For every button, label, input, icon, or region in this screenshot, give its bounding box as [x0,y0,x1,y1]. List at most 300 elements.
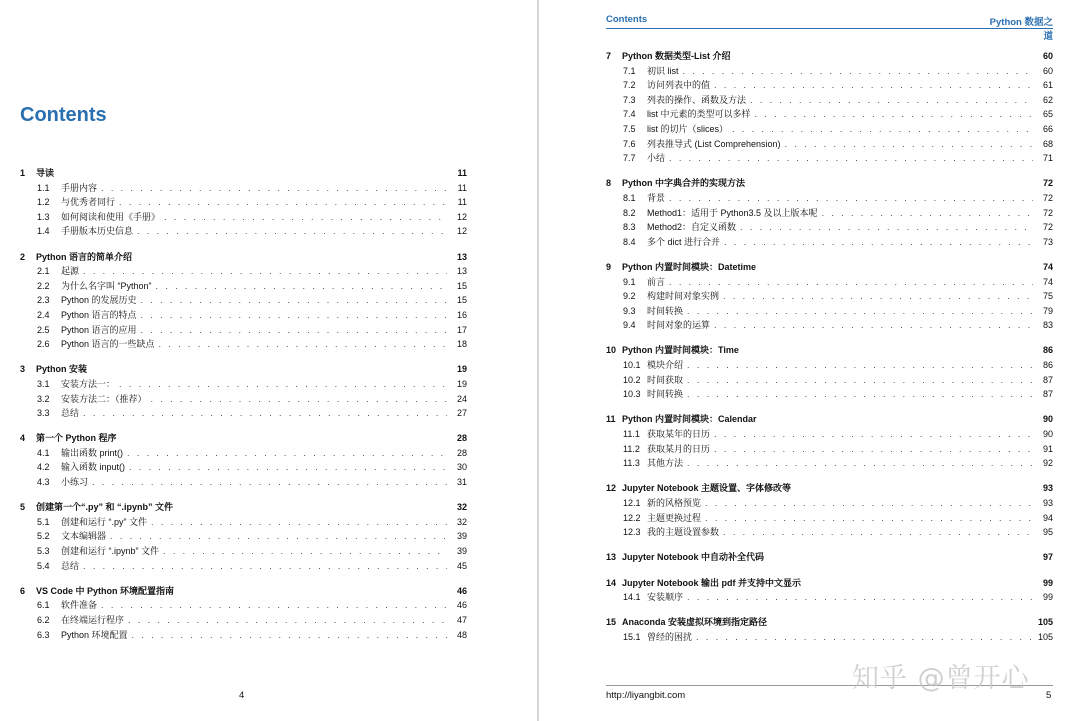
section-page: 95 [1042,527,1053,538]
section-title: 在终端运行程序 [61,615,125,625]
section-number: 9.1 [623,276,636,287]
section-page: 65 [1042,109,1053,120]
section-number: 5.2 [37,531,50,542]
chapter-page: 28 [456,433,467,444]
toc-chapter[interactable] [606,550,1053,565]
section-number: 8.2 [623,207,636,218]
section-number: 2.1 [37,266,50,277]
section-page: 16 [456,309,467,320]
section-title: 输入函数 input() [61,462,126,473]
toc-section[interactable] [606,191,1053,206]
section-title: Python 的发展历史 [61,295,137,306]
section-title: 主题更换过程 [647,512,702,523]
toc-section[interactable] [20,279,467,294]
section-number: 2.3 [37,295,50,306]
section-page: 74 [1042,276,1053,287]
section-title: 列表推导式 (List Comprehension) [647,138,781,149]
section-page: 31 [456,477,467,488]
chapter-title: Python 数据类型-List 介绍 [622,51,731,61]
section-number: 12.2 [623,512,641,523]
toc-section[interactable] [20,544,467,559]
dot-leader [137,224,447,239]
dot-leader [110,529,447,544]
section-page: 15 [456,280,467,291]
chapter-page: 72 [1042,178,1053,189]
toc-section[interactable] [20,210,467,225]
chapter-number: 3 [20,364,26,375]
chapter-page: 93 [1042,483,1053,494]
section-title: list 的切片（slices） [647,123,729,134]
section-number: 11.2 [623,443,640,454]
section-number: 3.3 [37,408,50,419]
dot-leader [687,358,1033,373]
section-page: 11 [457,182,467,193]
toc-section[interactable] [606,511,1053,526]
dot-leader [714,442,1033,457]
section-page: 47 [456,615,467,625]
chapter-title: Jupyter Notebook 主题设置、字体修改等 [622,483,792,494]
toc-chapter[interactable] [606,481,1053,496]
chapter-title: Python 中字典合并的实现方法 [622,178,745,189]
dot-leader [132,628,447,643]
dot-leader [119,195,447,210]
toc-chapter[interactable] [606,576,1053,591]
section-number: 7.5 [623,123,636,134]
dot-leader [156,279,447,294]
section-page: 17 [456,324,467,335]
dot-leader [687,304,1033,319]
section-title: 时间对象的运算 [647,320,711,331]
toc-section[interactable] [20,293,467,308]
section-page: 39 [456,531,467,542]
toc-section[interactable] [606,275,1053,290]
toc-section[interactable] [606,525,1053,540]
toc-section[interactable] [20,377,467,392]
section-title: 访问列表中的值 [647,80,711,91]
section-page: 75 [1042,291,1053,302]
dot-leader [83,559,447,574]
section-page: 87 [1042,389,1053,400]
toc-section[interactable] [606,122,1053,137]
section-number: 5.4 [37,560,50,571]
toc-chapter[interactable] [606,412,1053,427]
section-number: 8.3 [623,222,636,233]
chapter-title: 导读 [36,168,55,178]
section-number: 8.1 [623,192,636,203]
toc-section[interactable] [606,318,1053,333]
dot-leader [159,337,447,352]
section-title: 如何阅读和使用《手册》 [61,211,161,222]
dot-leader [141,308,447,323]
dot-leader [714,78,1033,93]
section-page: 13 [456,266,467,277]
chapter-title: Python 内置时间模块：Datetime [622,261,757,272]
chapter-number: 1 [20,168,26,178]
section-page: 62 [1042,94,1053,105]
toc-section[interactable] [20,628,467,643]
section-number: 5.3 [37,546,50,557]
section-title: 手册版本历史信息 [61,226,134,237]
toc-section[interactable] [606,206,1053,221]
section-title: 安装方法一： [61,378,116,389]
section-number: 10.1 [623,360,641,371]
dot-leader [714,427,1033,442]
dot-leader [705,496,1033,511]
toc-section[interactable] [20,475,467,490]
section-title: 时间转换 [647,389,684,400]
header-rule [606,28,1053,29]
section-number: 7.2 [623,80,636,91]
toc-section[interactable] [20,264,467,279]
section-page: 79 [1042,305,1053,316]
section-number: 11.3 [623,458,640,469]
contents-title: Contents [20,104,107,126]
toc-section[interactable] [20,181,467,196]
dot-leader [687,373,1033,388]
dot-leader [687,456,1033,471]
chapter-page: 74 [1042,261,1053,272]
toc-section[interactable] [20,460,467,475]
section-title: 输出函数 print() [61,447,124,458]
section-page: 11 [457,197,467,208]
section-page: 99 [1042,592,1053,603]
section-title: 手册内容 [61,182,98,193]
section-page: 86 [1042,360,1053,371]
dot-leader [714,318,1033,333]
section-number: 9.4 [623,320,636,331]
section-title: 安装方法二：（推荐） [61,393,147,404]
section-number: 3.1 [37,378,50,389]
dot-leader [101,598,447,613]
toc-chapter[interactable] [20,166,467,181]
section-title: 新的风格预览 [647,498,702,508]
chapter-title: Jupyter Notebook 中自动补全代码 [622,552,765,563]
section-title: 多个 dict 进行合并 [647,236,721,247]
section-title: 获取某月的日历 [647,443,711,454]
toc-section[interactable] [20,308,467,323]
chapter-number: 6 [20,585,26,596]
chapter-title: Python 内置时间模块：Time [622,345,739,356]
section-title: Python 语言的特点 [61,309,137,320]
section-page: 72 [1042,192,1053,203]
dot-leader [83,264,447,279]
section-number: 8.4 [623,236,636,247]
section-page: 18 [456,339,467,350]
section-title: 曾经的困扰 [647,631,693,642]
toc-chapter[interactable] [606,343,1053,358]
section-page: 32 [456,516,467,527]
toc-section[interactable] [606,107,1053,122]
section-number: 12.3 [623,527,641,538]
section-page: 90 [1042,429,1053,440]
section-page: 12 [456,211,467,222]
section-page: 61 [1042,80,1053,91]
chapter-title: Jupyter Notebook 输出 pdf 并支持中文显示 [622,577,802,588]
toc-section[interactable] [606,496,1053,511]
toc-section[interactable] [20,613,467,628]
section-title: 模块介绍 [647,360,684,371]
section-page: 92 [1042,458,1053,469]
section-number: 6.3 [37,629,50,640]
dot-leader [669,275,1033,290]
toc-chapter[interactable] [606,260,1053,275]
chapter-page: 90 [1042,414,1053,425]
section-title: 构建时间对象实例 [647,291,720,302]
section-number: 2.6 [37,339,50,350]
section-title: 总结 [61,560,80,571]
section-page: 68 [1042,138,1053,149]
toc-section[interactable] [606,590,1053,605]
section-page: 105 [1037,631,1053,642]
section-title: 我的主题设置参数 [647,527,720,538]
dot-leader [141,323,447,338]
dot-leader [687,590,1033,605]
section-number: 7.6 [623,138,636,149]
section-number: 1.3 [37,211,50,222]
chapter-page: 86 [1042,345,1053,356]
section-title: 创建和运行 “.py” 文件 [61,516,148,527]
toc-section[interactable] [20,224,467,239]
section-page: 48 [456,629,467,640]
toc-section[interactable] [606,427,1053,442]
toc-section[interactable] [20,195,467,210]
section-page: 27 [456,408,467,419]
dot-leader [141,293,447,308]
toc-section[interactable] [606,93,1053,108]
toc-chapter[interactable] [20,431,467,446]
right-page-number: 5 [1046,690,1052,701]
chapter-number: 5 [20,502,26,513]
section-page: 72 [1042,207,1053,218]
section-page: 39 [456,546,467,557]
dot-leader [83,406,447,421]
section-title: 文本编辑器 [61,531,107,542]
toc-section[interactable] [606,289,1053,304]
toc-section[interactable] [606,387,1053,402]
left-toc [20,166,467,642]
dot-leader [723,525,1033,540]
dot-leader [164,210,447,225]
section-number: 6.2 [37,615,50,625]
section-number: 14.1 [623,592,641,603]
section-title: 起源 [61,266,80,277]
footer-url[interactable]: http://liyangbit.com [606,690,686,701]
dot-leader [785,137,1033,152]
toc-section[interactable] [20,598,467,613]
dot-leader [128,613,447,628]
toc-section[interactable] [20,446,467,461]
chapter-number: 11 [606,414,616,425]
toc-chapter[interactable] [20,362,467,377]
chapter-number: 2 [20,251,26,262]
section-title: 其他方法 [647,458,684,469]
chapter-number: 4 [20,433,26,444]
section-number: 4.1 [37,447,50,458]
dot-leader [755,107,1033,122]
toc-section[interactable] [606,630,1053,645]
dot-leader [129,460,447,475]
toc-section[interactable] [606,304,1053,319]
section-page: 28 [456,447,467,458]
section-number: 6.1 [37,600,50,611]
chapter-page: 105 [1037,617,1053,628]
section-number: 9.3 [623,305,636,316]
chapter-page: 97 [1042,552,1053,563]
dot-leader [151,515,447,530]
section-number: 4.2 [37,462,50,473]
toc-chapter[interactable] [606,176,1053,191]
dot-leader [101,181,447,196]
section-number: 7.1 [623,65,636,76]
section-title: Method2：自定义函数 [647,222,737,233]
dot-leader [687,387,1033,402]
section-page: 12 [456,226,467,237]
toc-section[interactable] [20,337,467,352]
toc-section[interactable] [606,442,1053,457]
section-page: 15 [456,295,467,306]
section-title: Python 语言的一些缺点 [61,339,155,350]
section-number: 2.5 [37,324,50,335]
toc-section[interactable] [606,137,1053,152]
dot-leader [127,446,447,461]
section-page: 83 [1042,320,1053,331]
chapter-title: Python 内置时间模块：Calendar [622,414,757,425]
section-number: 1.2 [37,197,50,208]
toc-section[interactable] [20,515,467,530]
dot-leader [151,392,447,407]
toc-section[interactable] [606,235,1053,250]
dot-leader [669,151,1033,166]
dot-leader [163,544,447,559]
section-number: 11.1 [623,429,640,440]
section-number: 10.3 [623,389,641,400]
section-page: 72 [1042,222,1053,233]
section-number: 2.4 [37,309,50,320]
section-title: 背景 [647,192,666,203]
header-right-title: Python 数据之道 [989,17,1053,42]
chapter-title: 创建第一个“.py” 和 “.ipynb” 文件 [36,502,174,513]
section-title: 列表的操作、函数及方法 [647,94,747,105]
section-title: 安装顺序 [647,592,684,603]
toc-chapter[interactable] [20,584,467,599]
section-page: 71 [1042,153,1053,164]
chapter-page: 60 [1042,51,1053,61]
section-number: 9.2 [623,291,636,302]
dot-leader [683,64,1033,79]
dot-leader [119,377,447,392]
section-number: 3.2 [37,393,50,404]
toc-section[interactable] [20,392,467,407]
toc-section[interactable] [606,358,1053,373]
section-title: 时间转换 [647,305,684,316]
section-number: 12.1 [623,498,641,508]
toc-section[interactable] [606,220,1053,235]
header-left-title: Contents [606,14,648,25]
dot-leader [723,289,1033,304]
chapter-number: 10 [606,345,617,356]
chapter-number: 14 [606,577,617,588]
toc-section[interactable] [606,373,1053,388]
chapter-title: VS Code 中 Python 环境配置指南 [36,585,175,596]
section-number: 10.2 [623,374,641,385]
dot-leader [750,93,1033,108]
section-title: 为什么名字叫 “Python” [61,280,152,291]
chapter-page: 99 [1042,577,1053,588]
toc-chapter[interactable] [20,500,467,515]
toc-chapter[interactable] [20,250,467,265]
chapter-number: 12 [606,483,617,494]
section-page: 30 [456,462,467,473]
watermark-text: 知乎 @曾开心 [852,663,1030,694]
chapter-title: Python 语言的简单介绍 [36,251,132,262]
toc-section[interactable] [20,529,467,544]
right-toc [606,49,1053,645]
dot-leader [669,191,1033,206]
chapter-page: 13 [456,251,467,262]
section-title: 前言 [647,276,666,287]
section-title: Method1：适用于 Python3.5 及以上版本呢 [647,207,818,218]
toc-section[interactable] [606,78,1053,93]
toc-section[interactable] [20,323,467,338]
section-title: Python 环境配置 [61,629,128,640]
section-page: 91 [1042,443,1053,454]
dot-leader [740,220,1033,235]
chapter-number: 8 [606,178,612,189]
chapter-number: 15 [606,617,617,628]
section-page: 45 [456,560,467,571]
toc-section[interactable] [20,559,467,574]
section-number: 4.3 [37,477,50,488]
chapter-page: 19 [456,364,467,375]
dot-leader [732,122,1033,137]
section-page: 73 [1042,236,1053,247]
section-number: 7.4 [623,109,636,120]
section-page: 87 [1042,374,1053,385]
section-title: Python 语言的应用 [61,324,137,335]
dot-leader [92,475,447,490]
chapter-page: 11 [457,168,467,178]
section-page: 94 [1042,512,1053,523]
left-page-number: 4 [239,690,245,701]
chapter-title: Anaconda 安装虚拟环境到指定路径 [622,617,768,628]
toc-section[interactable] [20,406,467,421]
section-page: 24 [456,393,467,404]
section-title: 小练习 [61,477,89,488]
toc-chapter[interactable] [606,49,1053,64]
section-number: 2.2 [37,280,50,291]
dot-leader [696,630,1033,645]
section-title: 时间获取 [647,374,684,385]
toc-section[interactable] [606,151,1053,166]
toc-section[interactable] [606,64,1053,79]
dot-leader [705,511,1033,526]
section-title: 与优秀者同行 [61,197,116,208]
toc-section[interactable] [606,456,1053,471]
dot-leader [822,206,1033,221]
chapter-title: 第一个 Python 程序 [36,433,117,444]
dot-leader [724,235,1033,250]
chapter-number: 13 [606,552,617,563]
section-number: 7.7 [623,153,636,164]
section-title: 创建和运行 “.ipynb” 文件 [61,546,160,557]
section-title: 软件准备 [61,600,98,611]
chapter-page: 32 [456,502,467,513]
section-number: 1.1 [37,182,50,193]
section-title: 总结 [61,408,80,419]
toc-chapter[interactable] [606,615,1053,630]
section-title: 小结 [647,153,666,164]
section-number: 15.1 [623,631,641,642]
